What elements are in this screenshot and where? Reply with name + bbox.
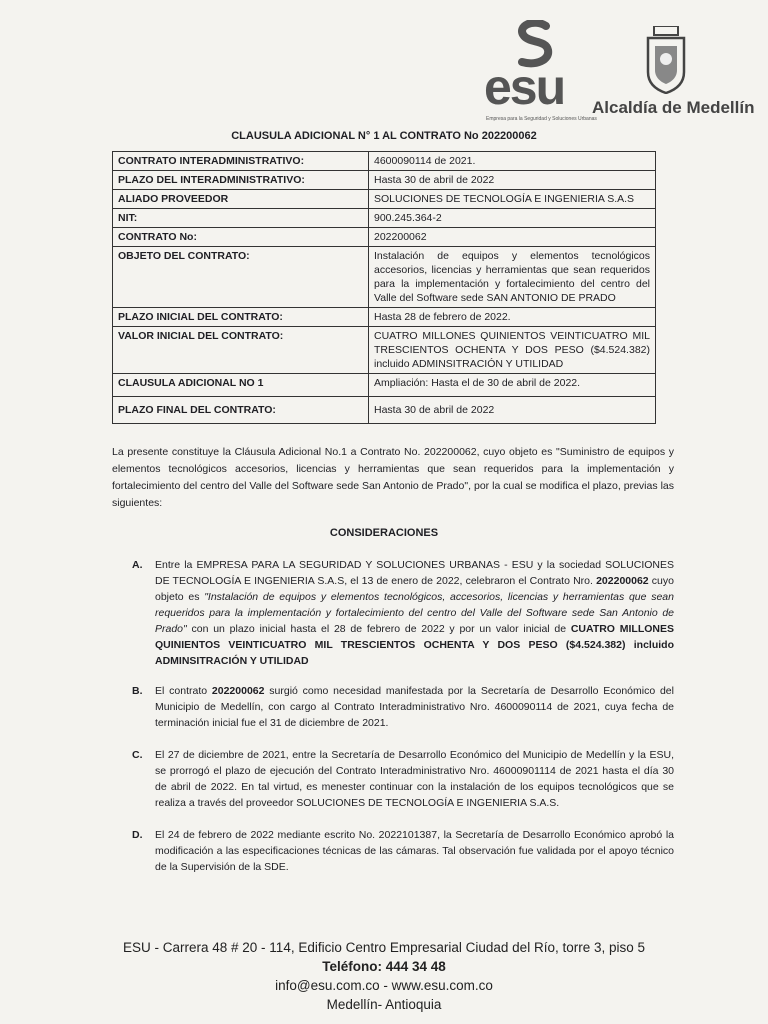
row-label: PLAZO DEL INTERADMINISTRATIVO: — [113, 171, 369, 190]
row-value: Instalación de equipos y elementos tecnológicos accesorios, licencias y herramientas que sean requeridos para la implementación y fortalecimiento del centro del Valle del Software sede SAN ANTONIO DE PRADO — [369, 247, 656, 308]
table-row — [113, 228, 656, 247]
item-italic-text: "Instalación de equipos y elementos tecnológicos, accesorios, licencias y herramientas que sean requeridos para la implementación y fortalecimiento del centro del Valle del Software sede San Antonio de Prado" — [155, 591, 674, 635]
table-row — [113, 190, 656, 209]
row-label: CONTRATO INTERADMINISTRATIVO: — [113, 152, 369, 171]
consideration-a — [118, 557, 674, 669]
table-row — [113, 374, 656, 397]
table-row — [113, 327, 656, 374]
item-bold-text: CUATRO MILLONES QUINIENTOS VEINTICUATRO MIL TRESCIENTOS OCHENTA Y DOS PESO ($4.524.382) incluido ADMINSITRACIÓN Y UTILIDAD — [155, 623, 674, 667]
consideration-c — [118, 747, 674, 811]
document-title: CLAUSULA ADICIONAL N° 1 AL CONTRATO No 202200062 — [231, 130, 537, 142]
esu-tagline: Empresa para la Seguridad y Soluciones Urbanas — [486, 116, 597, 122]
row-label: ALIADO PROVEEDOR — [113, 190, 369, 209]
row-value: SOLUCIONES DE TECNOLOGÍA E INGENIERIA S.A.S — [369, 190, 656, 209]
footer-phone: Teléfono: 444 34 48 — [322, 959, 446, 974]
row-value: Hasta 30 de abril de 2022 — [369, 397, 656, 424]
consideration-b — [118, 683, 674, 731]
item-text: Entre la EMPRESA PARA LA SEGURIDAD Y SOLUCIONES URBANAS - ESU y la sociedad SOLUCIONES DE TECNOLOGÍA E INGENIERIA S.A.S, el 13 de enero de 2022, celebraron el Contrato Nro. — [155, 559, 674, 587]
row-label: OBJETO DEL CONTRATO: — [113, 247, 369, 308]
item-bold-text: 202200062 — [211, 685, 265, 697]
intro-paragraph — [112, 444, 674, 512]
row-label: NIT: — [113, 209, 369, 228]
row-label: VALOR INICIAL DEL CONTRATO: — [113, 327, 369, 374]
table-row — [113, 171, 656, 190]
item-letter: C. — [132, 749, 143, 761]
footer-address: ESU - Carrera 48 # 20 - 114, Edificio Centro Empresarial Ciudad del Río, torre 3, piso 5 — [123, 940, 645, 955]
item-text: El 27 de diciembre de 2021, entre la Secretaría de Desarrollo Económico del Municipio de Medellín y la ESU, se prorrogó el plazo de ejecución del Contrato Interadministrativo Nro. 46000901114 de 2021 hasta el día 30 de abril de 2022. En tal virtud, es menester continuar con la instalación de los equipos tecnológicos que se realiza a través del proveedor SOLUCIONES DE TECNOLOGÍA E INGENIERIA S.A.S. — [155, 749, 674, 809]
item-text: El contrato — [155, 685, 212, 697]
item-letter: D. — [132, 829, 143, 841]
item-letter: A. — [132, 559, 143, 571]
table-row — [113, 308, 656, 327]
row-value: Ampliación: Hasta el de 30 de abril de 2022. — [369, 374, 656, 397]
table-row — [113, 247, 656, 308]
row-value: CUATRO MILLONES QUINIENTOS VEINTICUATRO MIL TRESCIENTOS OCHENTA Y DOS PESO ($4.524.382) incluido ADMINSITRACIÓN Y UTILIDAD — [369, 327, 656, 374]
row-label: PLAZO INICIAL DEL CONTRATO: — [113, 308, 369, 327]
table-row — [113, 209, 656, 228]
item-bold-text: 202200062 — [596, 575, 649, 587]
item-text: cuyo objeto es — [155, 575, 674, 603]
consideration-d — [118, 827, 674, 875]
item-text: El 24 de febrero de 2022 mediante escrito No. 2022101387, la Secretaría de Desarrollo Económico aprobó la modificación a las especificaciones técnicas de las cámaras. Tal observación fue validada por el apoyo técnico de la Supervisión de la SDE. — [155, 829, 674, 873]
intro-text-end: , por la cual se modifica el plazo, previas las siguientes: — [112, 480, 674, 509]
footer-city: Medellín- Antioquia — [326, 997, 442, 1012]
item-text: con un plazo inicial hasta el 28 de febrero de 2022 y por un valor inicial de — [186, 623, 571, 635]
intro-text: La presente constituye la Cláusula Adicional No.1 a Contrato No. 202200062, cuyo objeto es "Suministro de equipos y elementos tecnológicos accesorios, licencias y herramientas que sean requeridos para la implementación y fortalecimiento del centro del Valle del Software sede San Antonio de Prado" — [112, 446, 674, 492]
esu-logo — [478, 18, 597, 122]
alcaldia-name: Alcaldía de Medellín — [592, 98, 755, 117]
medellin-shield-icon — [645, 26, 687, 94]
row-label: PLAZO FINAL DEL CONTRATO: — [113, 397, 369, 424]
row-value: 4600090114 de 2021. — [369, 152, 656, 171]
row-label: CONTRATO No: — [113, 228, 369, 247]
footer — [0, 938, 768, 1014]
table-row — [113, 397, 656, 424]
row-label: CLAUSULA ADICIONAL NO 1 — [113, 374, 369, 397]
esu-wordmark: esu — [484, 59, 565, 115]
footer-web: info@esu.com.co - www.esu.com.co — [275, 978, 493, 993]
section-title: CONSIDERACIONES — [329, 527, 439, 539]
contract-info-table — [112, 151, 656, 424]
item-text: surgió como necesidad manifestada por la Secretaría de Desarrollo Económico del Municipio de Medellín, con cargo al Contrato Interadministrativo Nro. 4600090114 de 2021, cuya fecha de terminación inicial fue el 31 de diciembre de 2021. — [155, 685, 674, 729]
row-value: 202200062 — [369, 228, 656, 247]
table-row — [113, 152, 656, 171]
row-value: Hasta 28 de febrero de 2022. — [369, 308, 656, 327]
row-value: 900.245.364-2 — [369, 209, 656, 228]
item-letter: B. — [132, 685, 143, 697]
row-value: Hasta 30 de abril de 2022 — [369, 171, 656, 190]
